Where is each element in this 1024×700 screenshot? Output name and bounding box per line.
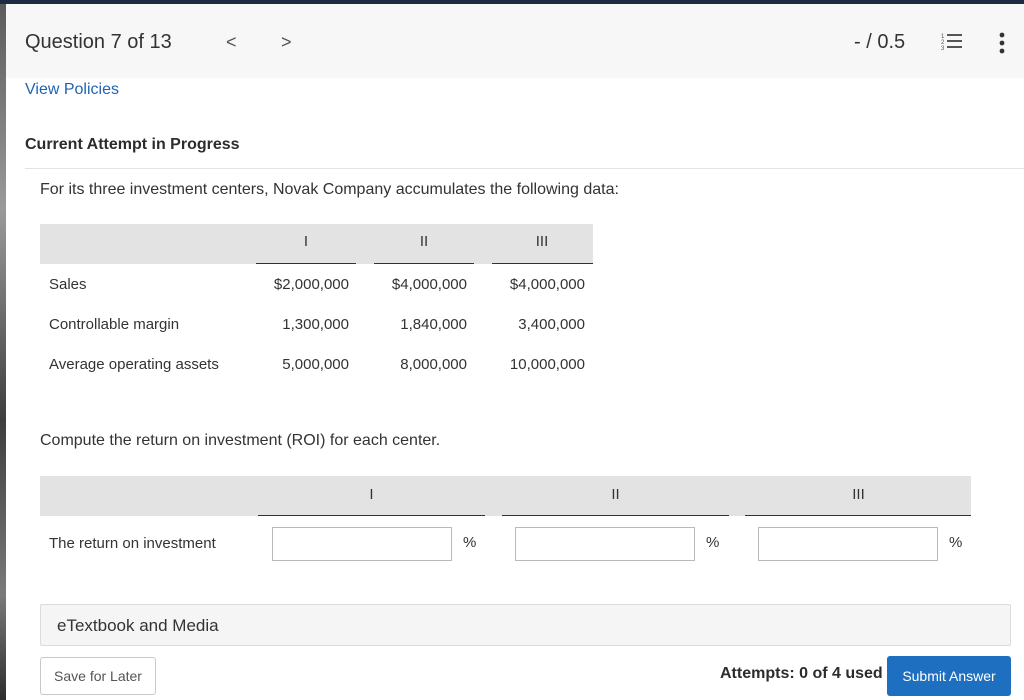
answer-column-header-iii: III [852,486,865,503]
roi-input-ii[interactable] [515,527,695,561]
table-cell: $4,000,000 [509,276,585,293]
attempt-status: Current Attempt in Progress [25,136,240,153]
answer-column-header-ii: II [611,486,620,503]
table-cell: 1,840,000 [400,316,467,333]
divider [25,168,1024,169]
submit-answer-button[interactable]: Submit Answer [887,656,1011,696]
question-prompt: Compute the return on investment (ROI) for each center. [40,432,441,449]
table-cell: $4,000,000 [391,276,467,293]
percent-unit: % [463,534,477,551]
save-for-later-button[interactable]: Save for Later [40,657,156,695]
svg-text:3: 3 [941,46,945,52]
table-cell: 3,400,000 [518,316,585,333]
background-edge [0,0,6,700]
question-intro: For its three investment centers, Novak Company accumulates the following data: [40,181,619,198]
column-underline [374,263,474,264]
column-underline [256,263,356,264]
vertical-ellipsis-icon[interactable] [998,32,1006,59]
row-label-average-operating-assets: Average operating assets [49,356,219,373]
column-underline [745,515,971,516]
previous-question-button[interactable]: < [226,32,237,52]
question-counter: Question 7 of 13 [25,31,172,53]
row-label-controllable-margin: Controllable margin [49,316,180,333]
column-underline [502,515,729,516]
table-cell: $2,000,000 [273,276,349,293]
column-underline [258,515,485,516]
column-header-iii: III [535,233,549,250]
next-question-button[interactable]: > [281,32,292,52]
column-header-ii: II [419,233,429,250]
roi-input-iii[interactable] [758,527,938,561]
column-underline [492,263,593,264]
etextbook-media-label: eTextbook and Media [57,616,219,635]
svg-text:1: 1 [941,34,945,40]
view-policies-link[interactable]: View Policies [25,81,119,98]
roi-input-i[interactable] [272,527,452,561]
table-cell: 8,000,000 [400,356,467,373]
table-cell: 10,000,000 [509,356,585,373]
numbered-list-icon[interactable] [941,32,963,57]
question-header [6,4,1024,78]
attempts-counter: Attempts: 0 of 4 used [720,665,883,682]
table-cell: 1,300,000 [282,316,349,333]
percent-unit: % [949,534,963,551]
column-header-i: I [303,233,309,250]
etextbook-media-panel[interactable] [40,604,1011,646]
row-label-sales: Sales [49,276,87,293]
table-cell: 5,000,000 [282,356,349,373]
svg-text:2: 2 [941,40,945,46]
question-score: - / 0.5 [854,31,906,53]
percent-unit: % [706,534,720,551]
roi-row-label: The return on investment [49,535,216,552]
answer-column-header-i: I [369,486,374,503]
